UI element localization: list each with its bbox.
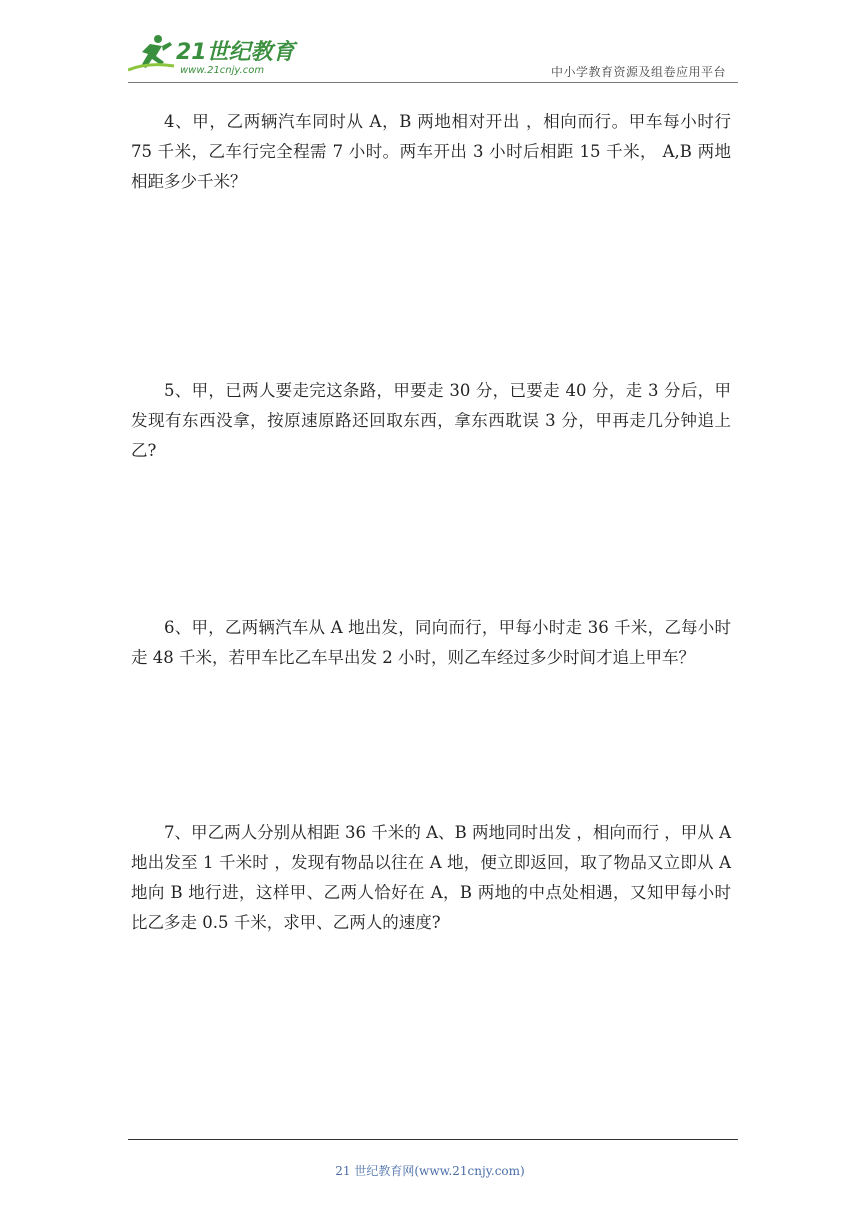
logo-title: 21世纪教育 — [176, 40, 295, 65]
page-header — [128, 30, 738, 80]
logo — [128, 32, 298, 76]
question-7: 7、甲乙两人分别从相距 36 千米的 A、B 两地同时出发 ，相向而行 ，甲从 A 地出发至 1 千米时 ，发现有物品以往在 A 地，便立即返回，取了物品又立即从 A 地向 B 地行进，这样甲、乙两人恰好在 A，B 两地的中点处相遇，又知甲每小时比乙多走 0.5 千米，求甲、乙两人的速度? — [131, 823, 731, 932]
header-divider — [128, 82, 738, 83]
footer-link[interactable]: 21 世纪教育网(www.21cnjy.com) — [335, 1164, 525, 1178]
question-4: 4、甲，乙两辆汽车同时从 A，B 两地相对开出 ，相向而行。甲车每小时行 75 千米，乙车行完全程需 7 小时。两车开出 3 小时后相距 15 千米， A,B 两地相距多少千米？ — [131, 112, 731, 191]
runner-icon — [128, 35, 174, 70]
logo-url: www.21cnjy.com — [180, 65, 265, 76]
question-6: 6、甲，乙两辆汽车从 A 地出发，同向而行，甲每小时走 36 千米，乙每小时走 48 千米，若甲车比乙车早出发 2 小时，则乙车经过多少时间才追上甲车？ — [131, 618, 731, 667]
question-5: 5、甲，已两人要走完这条路，甲要走 30 分，已要走 40 分，走 3 分后，甲发现有东西没拿，按原速原路还回取东西，拿东西耽误 3 分，甲再走几分钟追上乙? — [131, 381, 731, 460]
footer-divider — [128, 1139, 738, 1140]
header-platform-text: 中小学教育资源及组卷应用平台 — [550, 65, 726, 79]
